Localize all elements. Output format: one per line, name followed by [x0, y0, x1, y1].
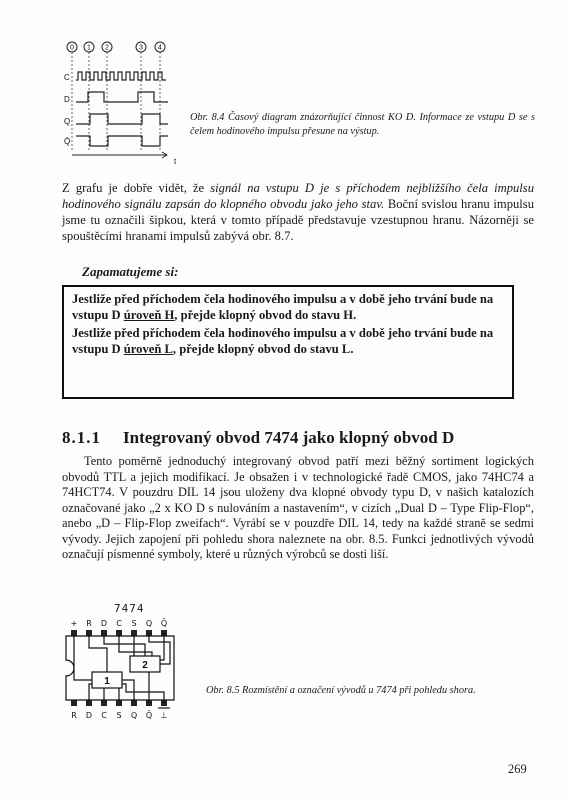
- pin-bottom-4: S: [116, 711, 122, 720]
- pin-top-2: R: [86, 619, 92, 628]
- rule-1-text-b: , přejde klopný obvod do stavu H.: [174, 308, 357, 322]
- intro-text-italic: signál na vstupu D je s příchodem nejbližšího čela impulsu hodinového signálu zapsán do klopného obvodu jako jeho stav.: [62, 181, 534, 211]
- section-title: Integrovaný obvod 7474 jako klopný obvod D: [123, 428, 455, 447]
- pin-bottom-6: Q̄: [145, 711, 153, 720]
- marker-1: 1: [87, 44, 91, 52]
- rule-2-text-b: , přejde klopný obvod do stavu L.: [172, 342, 354, 356]
- signal-label-q: Q: [64, 117, 71, 126]
- marker-4: 4: [158, 44, 162, 52]
- chip-label: 7474: [114, 602, 145, 615]
- pin-top-1: +: [70, 619, 78, 628]
- intro-paragraph: [62, 180, 534, 244]
- marker-3: 3: [139, 44, 143, 52]
- flipflop-unit-1: 1: [104, 676, 110, 687]
- pin-bottom-2: D: [85, 711, 93, 720]
- figure-8-5-caption: Obr. 8.5 Rozmístění a označení vývodů u 7474 při pohledu shora.: [206, 685, 476, 696]
- page-number: 269: [508, 762, 527, 776]
- pin-bottom-7: ⊥: [160, 711, 168, 720]
- pin-top-7: Q̄: [160, 619, 168, 628]
- pin-top-3: D: [100, 619, 108, 628]
- rule-2: [72, 325, 504, 357]
- pin-bottom-5: Q: [130, 711, 138, 720]
- timing-diagram: [62, 40, 184, 165]
- marker-0: 0: [70, 44, 74, 52]
- rule-box: [62, 285, 514, 399]
- rule-2-level: úroveň L: [123, 342, 173, 356]
- remember-label: Zapamatujeme si:: [82, 264, 179, 279]
- chip-pinout-diagram: [60, 614, 186, 724]
- signal-label-c: C: [64, 73, 70, 82]
- section-heading: [62, 428, 534, 448]
- pin-top-4: C: [116, 619, 122, 628]
- pin-top-6: Q: [145, 619, 153, 628]
- rule-1: [72, 291, 504, 323]
- pin-top-5: S: [131, 619, 137, 628]
- rule-1-text-a: Jestliže před příchodem čela hodinového impulsu a v době jeho trvání bude na vstupu D: [72, 292, 494, 322]
- figure-8-4-caption: Obr. 8.4 Časový diagram znázorňující činnost KO D. Informace ze vstupu D se s čelem hodinového impulsu přesune na výstup.: [190, 112, 535, 137]
- pin-bottom-3: C: [101, 711, 107, 720]
- time-label: t: [174, 157, 177, 165]
- signal-label-q-bar: Q̄: [64, 137, 71, 146]
- rule-1-level: úroveň H: [123, 308, 175, 322]
- flipflop-unit-2: 2: [142, 660, 148, 671]
- signal-label-d: D: [64, 95, 70, 104]
- pin-bottom-1: R: [71, 711, 77, 720]
- section-number: 8.1.1: [62, 428, 101, 447]
- intro-text-1: Z grafu je dobře vidět, že: [62, 181, 211, 195]
- rule-2-text-a: Jestliže před příchodem čela hodinového impulsu a v době jeho trvání bude na vstupu D: [72, 326, 494, 356]
- marker-2: 2: [105, 44, 109, 52]
- section-paragraph: Tento poměrně jednoduchý integrovaný obvod patří mezi běžný sortiment logických obvodů TTL a jejich modifikací. Je obsažen i v technologické řadě CMOS, jako 74HC74 a 74HCT74. V pouzdru DIL 14 jsou uloženy dva klopné obvody typu D, v našich katalozích označované jako „2 x KO D s nulováním a nastavením“, v cizích „Dual D – Type Flip-Flop“, anebo „D – Flip-Flop zweifach“. Vyrábí se v pouzdře DIL 14, tedy na každé straně se sedmi vývody. Jejich zapojení při pohledu shora naleznete na obr. 8.5. Funkci jednotlivých vývodů označují písmenné symboly, které u různých výrobců se dosti liší.: [62, 454, 534, 561]
- intro-text-2: Boční svislou hranu impulsu jsme tu označili šipkou, která v tomto případě představuje vzestupnou hranu. Názorněji se spouštěcími hranami impulsů zabývá obr. 8.7.: [62, 197, 534, 243]
